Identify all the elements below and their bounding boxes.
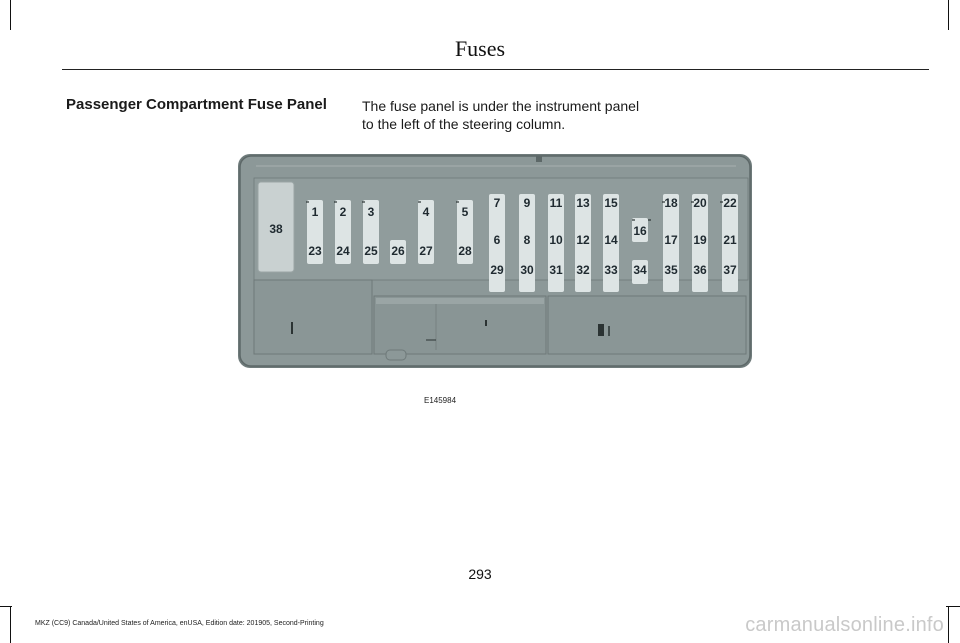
- fuse-label-20: 20: [693, 196, 707, 211]
- section-heading: Passenger Compartment Fuse Panel: [66, 96, 327, 113]
- page-title: Fuses: [454, 36, 506, 61]
- fuse-label-34: 34: [633, 263, 647, 278]
- fuse-label-31: 31: [549, 263, 563, 278]
- fuse-label-38: 38: [269, 222, 283, 237]
- fuse-label-24: 24: [336, 244, 350, 259]
- fuse-label-13: 13: [576, 196, 590, 211]
- fuse-label-37: 37: [723, 263, 737, 278]
- fuse-label-4: 4: [422, 205, 430, 220]
- crop-mark-top-left: [10, 0, 11, 30]
- fuse-label-1: 1: [311, 205, 319, 220]
- header-divider: [62, 69, 929, 70]
- fuse-label-28: 28: [458, 244, 472, 259]
- fuse-label-11: 11: [549, 196, 563, 211]
- fuse-label-26: 26: [391, 244, 405, 259]
- page-number: 293: [468, 566, 492, 582]
- fuse-label-12: 12: [576, 233, 590, 248]
- fuse-label-7: 7: [493, 196, 501, 211]
- fuse-label-8: 8: [523, 233, 531, 248]
- figure-code: E145984: [424, 396, 457, 405]
- crop-mark-bottom-left-v: [10, 606, 11, 643]
- fuse-label-10: 10: [549, 233, 563, 248]
- fuse-label-16: 16: [633, 224, 647, 239]
- fuse-label-9: 9: [523, 196, 531, 211]
- crop-mark-top-right: [948, 0, 949, 30]
- edition-info: MKZ (CC9) Canada/United States of America, enUSA, Edition date: 201905, Second-Printing: [35, 620, 324, 627]
- crop-mark-bottom-right-h: [946, 606, 960, 607]
- fuse-label-2: 2: [339, 205, 347, 220]
- lower-center-compartment: [374, 296, 546, 354]
- crop-mark-bottom-left-h: [0, 606, 12, 607]
- fuse-label-18: 18: [664, 196, 678, 211]
- fuse-label-6: 6: [493, 233, 501, 248]
- fuse-label-27: 27: [419, 244, 433, 259]
- lower-right-compartment: [548, 296, 746, 354]
- fuse-label-30: 30: [520, 263, 534, 278]
- fuse-label-15: 15: [604, 196, 618, 211]
- fuse-label-36: 36: [693, 263, 707, 278]
- fuse-label-23: 23: [308, 244, 322, 259]
- fuse-label-35: 35: [664, 263, 678, 278]
- fuse-label-14: 14: [604, 233, 618, 248]
- fuse-panel-svg: [236, 150, 756, 375]
- fuse-label-22: 22: [723, 196, 737, 211]
- fuse-label-17: 17: [664, 233, 678, 248]
- watermark-text: carmanualsonline.info: [745, 614, 944, 636]
- fuse-label-5: 5: [461, 205, 469, 220]
- lower-left-compartment: [254, 280, 372, 354]
- fuse-label-21: 21: [723, 233, 737, 248]
- crop-mark-bottom-right-v: [948, 606, 949, 643]
- fuse-label-29: 29: [490, 263, 504, 278]
- fuse-label-33: 33: [604, 263, 618, 278]
- fuse-label-25: 25: [364, 244, 378, 259]
- fuse-label-19: 19: [693, 233, 707, 248]
- fuse-label-3: 3: [367, 205, 375, 220]
- section-body: The fuse panel is under the instrument panel to the left of the steering column.: [362, 98, 640, 132]
- fuse-panel-diagram: [236, 150, 756, 375]
- fuse-label-32: 32: [576, 263, 590, 278]
